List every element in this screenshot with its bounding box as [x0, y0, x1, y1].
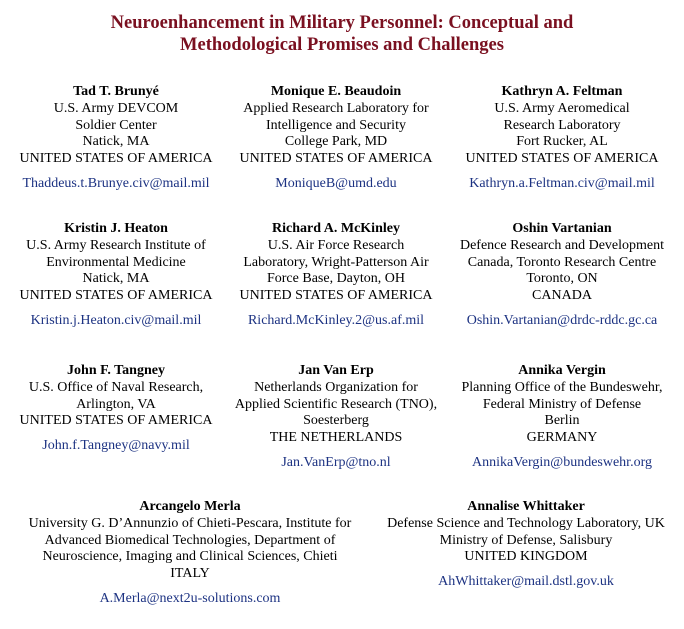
- author-email-link[interactable]: Oshin.Vartanian@drdc-rddc.gc.ca: [466, 312, 658, 328]
- affiliation-line: UNITED STATES OF AMERICA: [239, 288, 433, 304]
- affiliation-line: Arlington, VA: [76, 396, 156, 412]
- author-block: [226, 221, 446, 330]
- author-affiliation: [226, 238, 446, 305]
- paper-title-line-2: Methodological Promises and Challenges: [180, 35, 504, 55]
- author-email-link[interactable]: John.f.Tangney@navy.mil: [42, 438, 190, 454]
- author-name: John F. Tangney: [67, 363, 165, 378]
- author-email-link[interactable]: A.Merla@next2u-solutions.com: [99, 590, 281, 606]
- author-affiliation: [6, 101, 226, 168]
- author-affiliation: [6, 238, 226, 305]
- affiliation-line: UNITED STATES OF AMERICA: [19, 288, 213, 304]
- affiliation-line: ITALY: [170, 566, 210, 582]
- author-affiliation: [10, 516, 370, 583]
- affiliation-line: U.S. Office of Naval Research,: [28, 379, 204, 395]
- author-email-link[interactable]: Richard.McKinley.2@us.af.mil: [247, 312, 425, 328]
- affiliation-line: Natick, MA: [82, 134, 150, 150]
- author-block: [376, 499, 676, 591]
- author-affiliation: [226, 101, 446, 168]
- affiliation-line: Applied Scientific Research (TNO),: [234, 396, 438, 412]
- author-name: Kathryn A. Feltman: [501, 84, 623, 99]
- affiliation-line: UNITED STATES OF AMERICA: [465, 151, 659, 167]
- paper-title: [0, 12, 684, 56]
- author-name: Arcangelo Merla: [139, 499, 241, 514]
- author-block: [448, 84, 676, 193]
- affiliation-line: Federal Ministry of Defense: [482, 396, 642, 412]
- author-affiliation: [6, 380, 226, 430]
- author-block: [448, 221, 676, 330]
- author-email-link[interactable]: Thaddeus.t.Brunye.civ@mail.mil: [22, 175, 210, 191]
- affiliation-line: U.S. Army Aeromedical: [494, 100, 630, 116]
- author-email-link[interactable]: AhWhittaker@mail.dstl.gov.uk: [438, 574, 614, 590]
- author-name: Monique E. Beaudoin: [270, 84, 402, 99]
- author-affiliation: [448, 101, 676, 168]
- affiliation-line: Planning Office of the Bundeswehr,: [461, 379, 663, 395]
- affiliation-line: Intelligence and Security: [266, 117, 406, 133]
- author-block: [226, 363, 446, 472]
- author-block: [6, 363, 226, 455]
- author-name: Annalise Whittaker: [467, 499, 585, 514]
- author-email-link[interactable]: MoniqueB@umd.edu: [275, 175, 397, 191]
- affiliation-line: U.S. Army Research Institute of: [26, 237, 206, 253]
- author-email-link[interactable]: Kristin.j.Heaton.civ@mail.mil: [30, 312, 202, 328]
- author-name: Kristin J. Heaton: [64, 221, 168, 236]
- affiliation-line: Netherlands Organization for: [254, 379, 418, 395]
- author-name: Richard A. McKinley: [272, 221, 400, 236]
- affiliation-line: Defence Research and Development: [459, 237, 665, 253]
- author-affiliation: [226, 380, 446, 447]
- affiliation-line: Laboratory, Wright-Patterson Air: [243, 254, 429, 270]
- affiliation-line: U.S. Air Force Research: [267, 237, 405, 253]
- affiliation-line: U.S. Army DEVCOM: [53, 100, 179, 116]
- author-block: [226, 84, 446, 193]
- affiliation-line: Defense Science and Technology Laboratory, UK: [387, 515, 665, 531]
- affiliation-line: UNITED STATES OF AMERICA: [19, 413, 213, 429]
- affiliation-line: Environmental Medicine: [46, 254, 186, 270]
- author-block: [6, 221, 226, 330]
- affiliation-line: UNITED STATES OF AMERICA: [239, 151, 433, 167]
- affiliation-line: Neuroscience, Imaging and Clinical Sciences, Chieti: [42, 549, 338, 565]
- author-email-link[interactable]: Jan.VanErp@tno.nl: [281, 454, 391, 470]
- affiliation-line: Force Base, Dayton, OH: [266, 271, 406, 287]
- affiliation-line: College Park, MD: [284, 134, 388, 150]
- author-name: Jan Van Erp: [298, 363, 374, 378]
- author-email-link[interactable]: AnnikaVergin@bundeswehr.org: [472, 454, 652, 470]
- author-block: [10, 499, 370, 608]
- affiliation-line: UNITED STATES OF AMERICA: [19, 151, 213, 167]
- author-name: Oshin Vartanian: [512, 221, 612, 236]
- affiliation-line: Fort Rucker, AL: [516, 134, 608, 150]
- affiliation-line: Canada, Toronto Research Centre: [467, 254, 657, 270]
- affiliation-line: Berlin: [544, 413, 580, 429]
- affiliation-line: CANADA: [532, 288, 592, 304]
- affiliation-line: Soesterberg: [303, 413, 369, 429]
- affiliation-line: Ministry of Defense, Salisbury: [439, 532, 613, 548]
- paper-title-line-1: Neuroenhancement in Military Personnel: Conceptual and: [110, 13, 574, 33]
- author-affiliation: [376, 516, 676, 566]
- affiliation-line: University G. D’Annunzio of Chieti-Pescara, Institute for: [28, 515, 352, 531]
- affiliation-line: UNITED KINGDOM: [464, 549, 588, 565]
- author-name: Tad T. Brunyé: [73, 84, 159, 99]
- author-email-link[interactable]: Kathryn.a.Feltman.civ@mail.mil: [469, 175, 655, 191]
- affiliation-line: GERMANY: [526, 430, 598, 446]
- affiliation-line: Applied Research Laboratory for: [243, 100, 429, 116]
- affiliation-line: Research Laboratory: [503, 117, 621, 133]
- affiliation-line: Toronto, ON: [526, 271, 598, 287]
- affiliation-line: Advanced Biomedical Technologies, Department of: [44, 532, 336, 548]
- affiliation-line: Natick, MA: [82, 271, 150, 287]
- author-block: [6, 84, 226, 193]
- author-affiliation: [448, 238, 676, 305]
- author-name: Annika Vergin: [518, 363, 606, 378]
- affiliation-line: THE NETHERLANDS: [269, 430, 403, 446]
- author-block: [448, 363, 676, 472]
- affiliation-line: Soldier Center: [75, 117, 157, 133]
- author-affiliation: [448, 380, 676, 447]
